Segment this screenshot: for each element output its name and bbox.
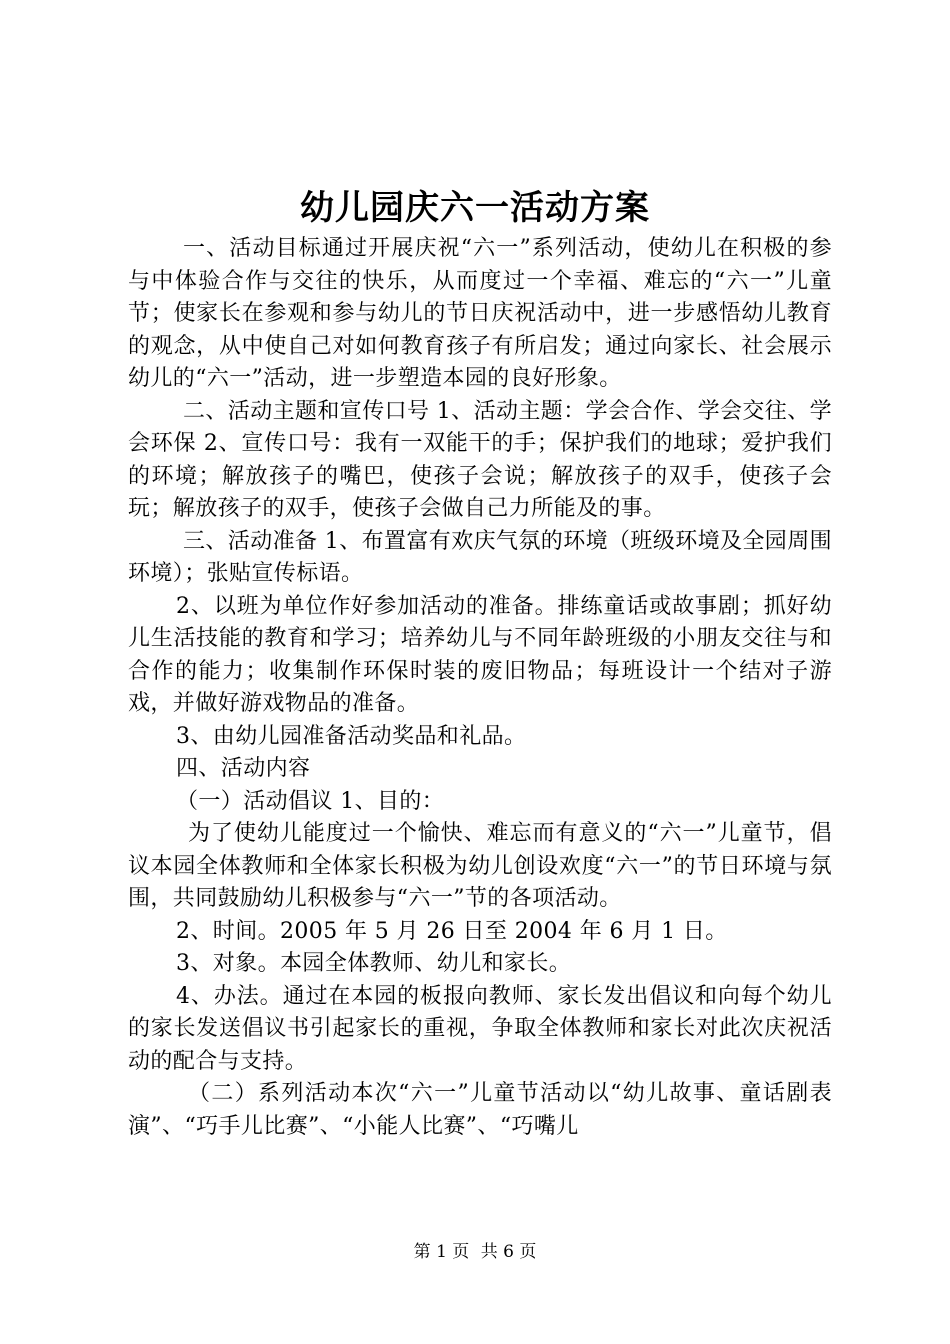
document-body [128,233,832,1143]
page-number: 第 1 页 [413,1242,470,1262]
document-title: 幼儿园庆六一活动方案 [300,188,650,228]
paragraph-activity-goal: 一、活动目标通过开展庆祝“六一”系列活动，使幼儿在积极的参与中体验合作与交往的快乐，从而度过一个幸福、难忘的“六一”儿童节；使家长在参观和参与幼儿的节日庆祝活动中，进一步感悟幼儿教育的观念，从中使自己对如何教育孩子有所启发；通过向家长、社会展示幼儿的“六一”活动，进一步塑造本园的良好形象。 [128,236,832,391]
paragraph-time: 2、时间。2005 年 5 月 26 日至 2004 年 6 月 1 日。 [176,918,728,944]
page-total: 共 6 页 [480,1242,537,1262]
paragraph-series-activities: （二）系列活动本次“六一”儿童节活动以“幼儿故事、童话剧表演”、“巧手儿比赛”、“小能人比赛”、“巧嘴儿 [128,1081,832,1139]
paragraph-preparation: 三、活动准备 1、布置富有欢庆气氛的环境（班级环境及全园周围环境）；张贴宣传标语。 [128,528,832,586]
paragraph-audience: 3、对象。本园全体教师、幼儿和家长。 [176,951,572,976]
paragraph-theme-slogan: 二、活动主题和宣传口号 1、活动主题：学会合作、学会交往、学会环保 2、宣传口号：我有一双能干的手；保护我们的地球；爱护我们的环境；解放孩子的嘴巴，使孩子会说；解放孩子的双手，使孩子会玩；解放孩子的双手，使孩子会做自己力所能及的事。 [128,398,832,521]
paragraph-purpose-text: 为了使幼儿能度过一个愉快、难忘而有意义的“六一”儿童节，倡议本园全体教师和全体家长积极为幼儿创设欢度“六一”的节日环境与氛围，共同鼓励幼儿积极参与“六一”节的各项活动。 [128,821,832,911]
paragraph-method: 4、办法。通过在本园的板报向教师、家长发出倡议和向每个幼儿的家长发送倡议书引起家长的重视，争取全体教师和家长对此次庆祝活动的配合与支持。 [128,983,832,1074]
page-footer [0,1240,950,1264]
paragraph-initiative-purpose: （一）活动倡议 1、目的： [176,788,445,814]
paragraph-class-preparation: 2、以班为单位作好参加活动的准备。排练童话或故事剧；抓好幼儿生活技能的教育和学习；培养幼儿与不同年龄班级的小朋友交往与和合作的能力；收集制作环保时装的废旧物品；每班设计一个结对子游戏，并做好游戏物品的准备。 [128,593,832,716]
paragraph-activity-content-heading: 四、活动内容 [176,756,311,781]
paragraph-prizes: 3、由幼儿园准备活动奖品和礼品。 [176,723,527,749]
